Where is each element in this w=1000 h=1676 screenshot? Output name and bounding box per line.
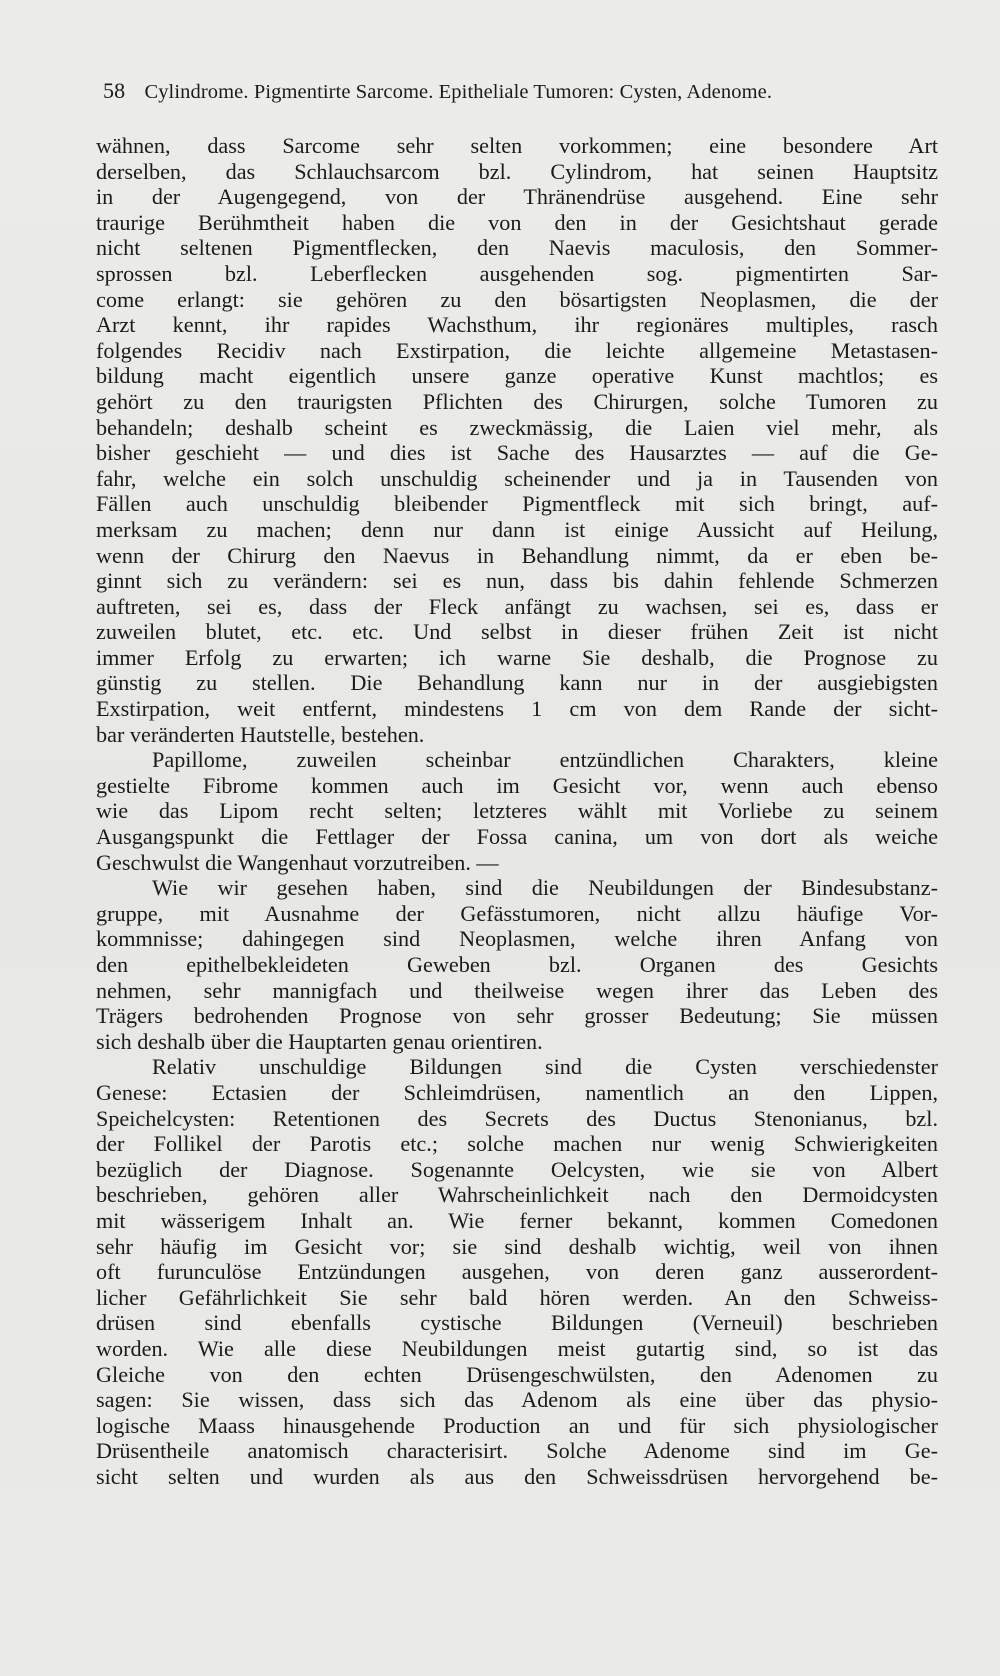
text-line: sagen: Sie wissen, dass sich das Adenom als eine über das physio- bbox=[96, 1387, 938, 1413]
text-line: auftreten, sei es, dass der Fleck anfängt zu wachsen, sei es, dass er bbox=[96, 593, 938, 619]
text-line: derselben, das Schlauchsarcom bzl. Cylindrom, hat seinen Hauptsitz bbox=[96, 158, 938, 184]
text-line: nehmen, sehr mannigfach und theilweise wegen ihrer das Leben des bbox=[96, 977, 938, 1003]
text-line: bezüglich der Diagnose. Sogenannte Oelcysten, wie sie von Albert bbox=[96, 1156, 938, 1182]
text-line: wenn der Chirurg den Naevus in Behandlung nimmt, da er eben be- bbox=[96, 542, 938, 568]
text-line: Relativ unschuldige Bildungen sind die Cysten verschiedenster bbox=[152, 1054, 938, 1080]
text-line: folgendes Recidiv nach Exstirpation, die leichte allgemeine Metastasen- bbox=[96, 337, 938, 363]
text-line: Gleiche von den echten Drüsengeschwülsten, den Adenomen zu bbox=[96, 1361, 938, 1387]
text-line: in der Augengegend, von der Thränendrüse ausgehend. Eine sehr bbox=[96, 184, 938, 210]
text-line: Arzt kennt, ihr rapides Wachsthum, ihr regionäres multiples, rasch bbox=[96, 312, 938, 338]
text-line: Drüsentheile anatomisch characterisirt. Solche Adenome sind im Ge- bbox=[96, 1438, 938, 1464]
text-line: behandeln; deshalb scheint es zweckmässig, die Laien viel mehr, als bbox=[96, 414, 938, 440]
text-line: gestielte Fibrome kommen auch im Gesicht vor, wenn auch ebenso bbox=[96, 772, 938, 798]
running-header bbox=[103, 78, 913, 104]
text-line: Geschwulst die Wangenhaut vorzutreiben. — bbox=[96, 849, 499, 875]
text-line: wähnen, dass Sarcome sehr selten vorkommen; eine besondere Art bbox=[96, 133, 938, 158]
text-line: fahr, welche ein solch unschuldig scheinender und ja in Tausenden von bbox=[96, 465, 938, 491]
text-line: sprossen bzl. Leberflecken ausgehenden sog. pigmentirten Sar- bbox=[96, 260, 938, 286]
text-line: den epithelbekleideten Geweben bzl. Organen des Gesichts bbox=[96, 952, 938, 977]
text-line: drüsen sind ebenfalls cystische Bildungen (Verneuil) beschrieben bbox=[96, 1310, 938, 1336]
text-line: beschrieben, gehören aller Wahrscheinlichkeit nach den Dermoidcysten bbox=[96, 1182, 938, 1208]
page-number: 58 bbox=[103, 78, 126, 103]
text-line: ginnt sich zu verändern: sei es nun, dass bis dahin fehlende Schmerzen bbox=[96, 568, 938, 594]
text-line: come erlangt: sie gehören zu den bösartigsten Neoplasmen, die der bbox=[96, 286, 938, 312]
running-title: Cylindrome. Pigmentirte Sarcome. Epitheliale Tumoren: Cysten, Adenome. bbox=[144, 81, 773, 103]
text-line: Ausgangspunkt die Fettlager der Fossa canina, um von dort als weiche bbox=[96, 824, 938, 850]
text-line: Trägers bedrohenden Prognose von sehr grosser Bedeutung; Sie müssen bbox=[96, 1003, 938, 1029]
text-line: sehr häufig im Gesicht vor; sie sind deshalb wichtig, weil von ihnen bbox=[96, 1233, 938, 1259]
text-line: mit wässerigem Inhalt an. Wie ferner bekannt, kommen Comedonen bbox=[96, 1207, 938, 1233]
text-line: Exstirpation, weit entfernt, mindestens 1 cm von dem Rande der sicht- bbox=[96, 696, 938, 722]
text-line: wie das Lipom recht selten; letzteres wählt mit Vorliebe zu seinem bbox=[96, 798, 938, 824]
text-line: logische Maass hinausgehende Production an und für sich physiologischer bbox=[96, 1412, 938, 1438]
text-line: oft furunculöse Entzündungen ausgehen, von deren ganz ausserordent- bbox=[96, 1259, 938, 1285]
text-line: gehört zu den traurigsten Pflichten des Chirurgen, solche Tumoren zu bbox=[96, 388, 938, 414]
text-line: Papillome, zuweilen scheinbar entzündlichen Charakters, kleine bbox=[152, 747, 938, 773]
text-line: gruppe, mit Ausnahme der Gefässtumoren, nicht allzu häufige Vor- bbox=[96, 900, 938, 926]
text-line: traurige Berühmtheit haben die von den in der Gesichtshaut gerade bbox=[96, 209, 938, 235]
text-line: kommnisse; dahingegen sind Neoplasmen, welche ihren Anfang von bbox=[96, 926, 938, 952]
text-line: licher Gefährlichkeit Sie sehr bald hören werden. An den Schweiss- bbox=[96, 1284, 938, 1310]
text-line: bar veränderten Hautstelle, bestehen. bbox=[96, 721, 425, 747]
text-line: immer Erfolg zu erwarten; ich warne Sie deshalb, die Prognose zu bbox=[96, 644, 938, 670]
text-line: Wie wir gesehen haben, sind die Neubildungen der Bindesubstanz- bbox=[152, 875, 938, 901]
text-line: worden. Wie alle diese Neubildungen meist gutartig sind, so ist das bbox=[96, 1335, 938, 1361]
text-line: Fällen auch unschuldig bleibender Pigmentfleck mit sich bringt, auf- bbox=[96, 491, 938, 517]
text-line: bildung macht eigentlich unsere ganze operative Kunst machtlos; es bbox=[96, 363, 938, 389]
text-line: der Follikel der Parotis etc.; solche machen nur wenig Schwierigkeiten bbox=[96, 1131, 938, 1157]
text-line: Genese: Ectasien der Schleimdrüsen, namentlich an den Lippen, bbox=[96, 1079, 938, 1105]
text-line: merksam zu machen; denn nur dann ist einige Aussicht auf Heilung, bbox=[96, 516, 938, 542]
text-line: bisher geschieht — und dies ist Sache des Hausarztes — auf die Ge- bbox=[96, 440, 938, 466]
body-text bbox=[96, 133, 938, 1489]
text-line: nicht seltenen Pigmentflecken, den Naevis maculosis, den Sommer- bbox=[96, 235, 938, 261]
text-line: sich deshalb über die Hauptarten genau orientiren. bbox=[96, 1028, 543, 1054]
text-line: günstig zu stellen. Die Behandlung kann nur in der ausgiebigsten bbox=[96, 670, 938, 696]
text-line: zuweilen blutet, etc. etc. Und selbst in dieser frühen Zeit ist nicht bbox=[96, 619, 938, 645]
text-line: sicht selten und wurden als aus den Schweissdrüsen hervorgehend be- bbox=[96, 1463, 938, 1489]
text-line: Speichelcysten: Retentionen des Secrets des Ductus Stenonianus, bzl. bbox=[96, 1105, 938, 1131]
